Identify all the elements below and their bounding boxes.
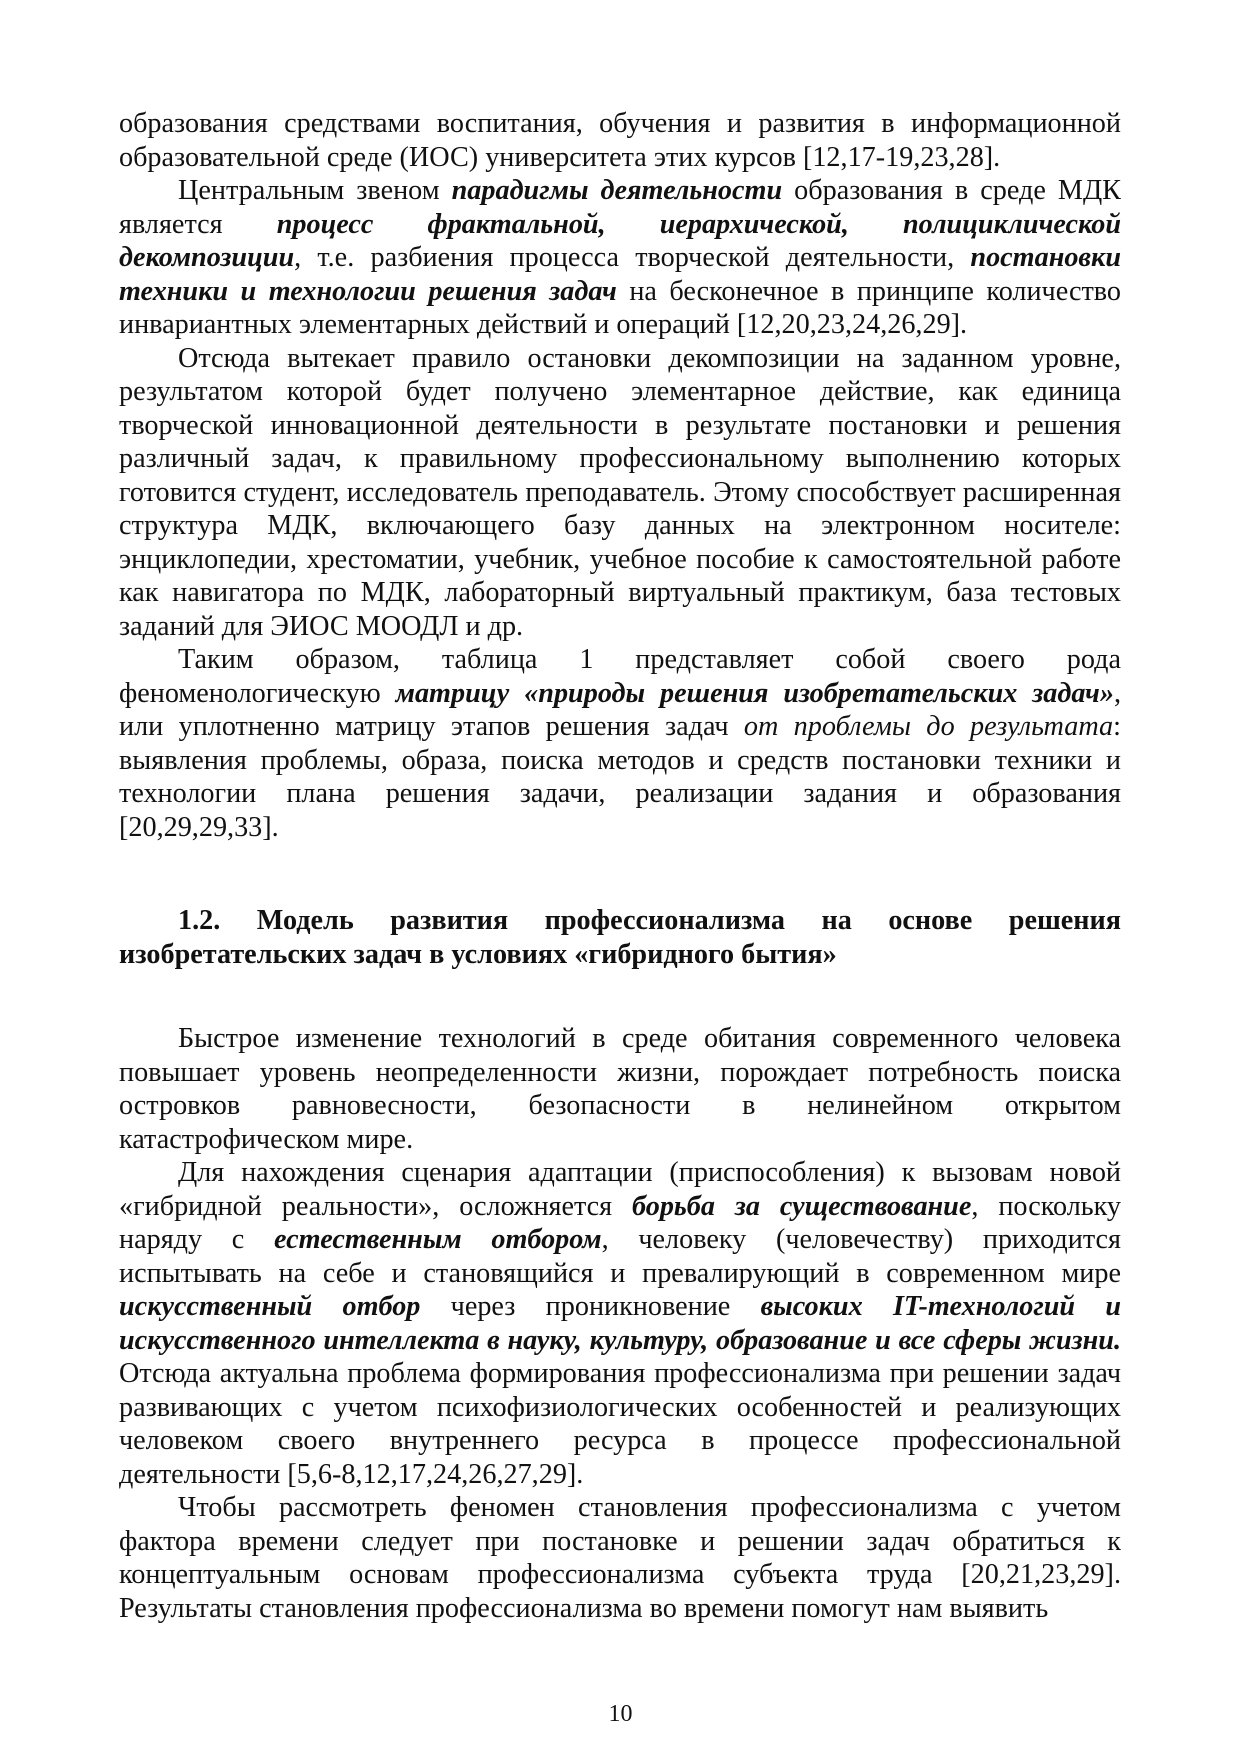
- paragraph-6-text-e: Отсюда актуальна проблема формирования профессионализма при решении задач развивающих с учетом психофизиологических особенностей и реализующих человеком своего внутреннего ресурса в процессе профессиональной деятельности [5,6-8,12,17,24,26,27,29].: [119, 1358, 1121, 1490]
- paragraph-2-text-c: , т.е. разбиения процесса творческой деятельности,: [294, 242, 971, 273]
- paragraph-7: [119, 1491, 1121, 1625]
- emphasis-natural-selection: естественным отбором: [273, 1224, 602, 1255]
- paragraph-4-text-b: , или уплотненно матрицу этапов решения задач: [119, 677, 1121, 742]
- text-block-bottom: [119, 1022, 1121, 1625]
- emphasis-artificial-selection: искусственный отбор: [119, 1291, 421, 1322]
- emphasis-activity-paradigm: парадигмы деятельности: [451, 175, 783, 206]
- paragraph-6-text-a: Для нахождения сценария адаптации (приспособления) к вызовам новой «гибридной реальности», осложняется: [119, 1157, 1121, 1222]
- emphasis-problem-to-result: от проблемы до результата: [743, 711, 1114, 742]
- paragraph-6: [119, 1156, 1121, 1491]
- paragraph-2-text-b: образования в среде МДК является: [119, 175, 1121, 240]
- paragraph-6-text-c: , человеку (человечеству) приходится испытывать на себе и становящийся и превалирующий в современном мире: [119, 1224, 1121, 1289]
- section-heading: 1.2. Модель развития профессионализма на основе решения изобретательских задач в условиях «гибридного бытия»: [119, 905, 1121, 970]
- page-number: 10: [608, 1701, 633, 1727]
- paragraph-1: [119, 107, 1121, 174]
- paragraph-6-text-d: через проникновение: [420, 1291, 761, 1322]
- paragraph-2-text-a: Центральным звеном: [178, 175, 452, 206]
- paragraph-1-text: образования средствами воспитания, обучения и развития в информационной образовательной среде (ИОС) университета этих курсов [12,17-19,23,28].: [119, 108, 1121, 173]
- paragraph-2: [119, 174, 1121, 342]
- emphasis-it-technologies: высоких IT-технологий и искусственного интеллекта в науку, культуру, образование и все сферы жизни.: [119, 1291, 1122, 1356]
- text-block-top: [119, 107, 1121, 844]
- paragraph-6-text-b: , поскольку наряду с: [119, 1190, 1121, 1255]
- emphasis-struggle: борьба за существование: [632, 1190, 972, 1222]
- paragraph-4-text-a: Таким образом, таблица 1 представляет собой своего рода феноменологическую: [119, 644, 1121, 709]
- paragraph-7-text: Чтобы рассмотреть феномен становления профессионализма с учетом фактора времени следует при постановке и решении задач обратиться к концептуальным основам профессионализма субъекта труда [20,21,23,29]. Результаты становления профессионализма во времени помогут нам выявить: [119, 1492, 1121, 1624]
- paragraph-4-text-c: : выявления проблемы, образа, поиска методов и средств постановки техники и технологии плана решения задачи, реализации задания и образования [20,29,29,33].: [119, 711, 1121, 843]
- paragraph-2-text-d: на бесконечное в принципе количество инвариантных элементарных действий и операций [12,20,23,24,26,29].: [119, 275, 1121, 340]
- emphasis-problem-setting: постановки техники и технологии решения задач: [119, 242, 1121, 307]
- paragraph-3-text: Отсюда вытекает правило остановки декомпозиции на заданном уровне, результатом которой будет получено элементарное действие, как единица творческой инновационной деятельности в результате постановки и решения различный задач, к правильному профессиональному выполнению которых готовится студент, исследователь преподаватель. Этому способствует расширенная структура МДК, включающего базу данных на электронном носителе: энциклопедии, хрестоматии, учебник, учебное пособие к самостоятельной работе как навигатора по МДК, лабораторный виртуальный практикум, база тестовых заданий для ЭИОС МООДЛ и др.: [119, 342, 1121, 642]
- emphasis-matrix: матрицу «природы решения изобретательских задач»: [395, 677, 1114, 709]
- emphasis-decomposition-process: процесс фрактальной, иерархической, полициклической декомпозиции: [119, 208, 1121, 273]
- paragraph-5: [119, 1022, 1121, 1156]
- paragraph-4: [119, 643, 1121, 844]
- paragraph-5-text: Быстрое изменение технологий в среде обитания современного человека повышает уровень неопределенности жизни, порождает потребность поиска островков равновесности, безопасности в нелинейном открытом катастрофическом мире.: [119, 1023, 1121, 1155]
- paragraph-3: [119, 342, 1121, 644]
